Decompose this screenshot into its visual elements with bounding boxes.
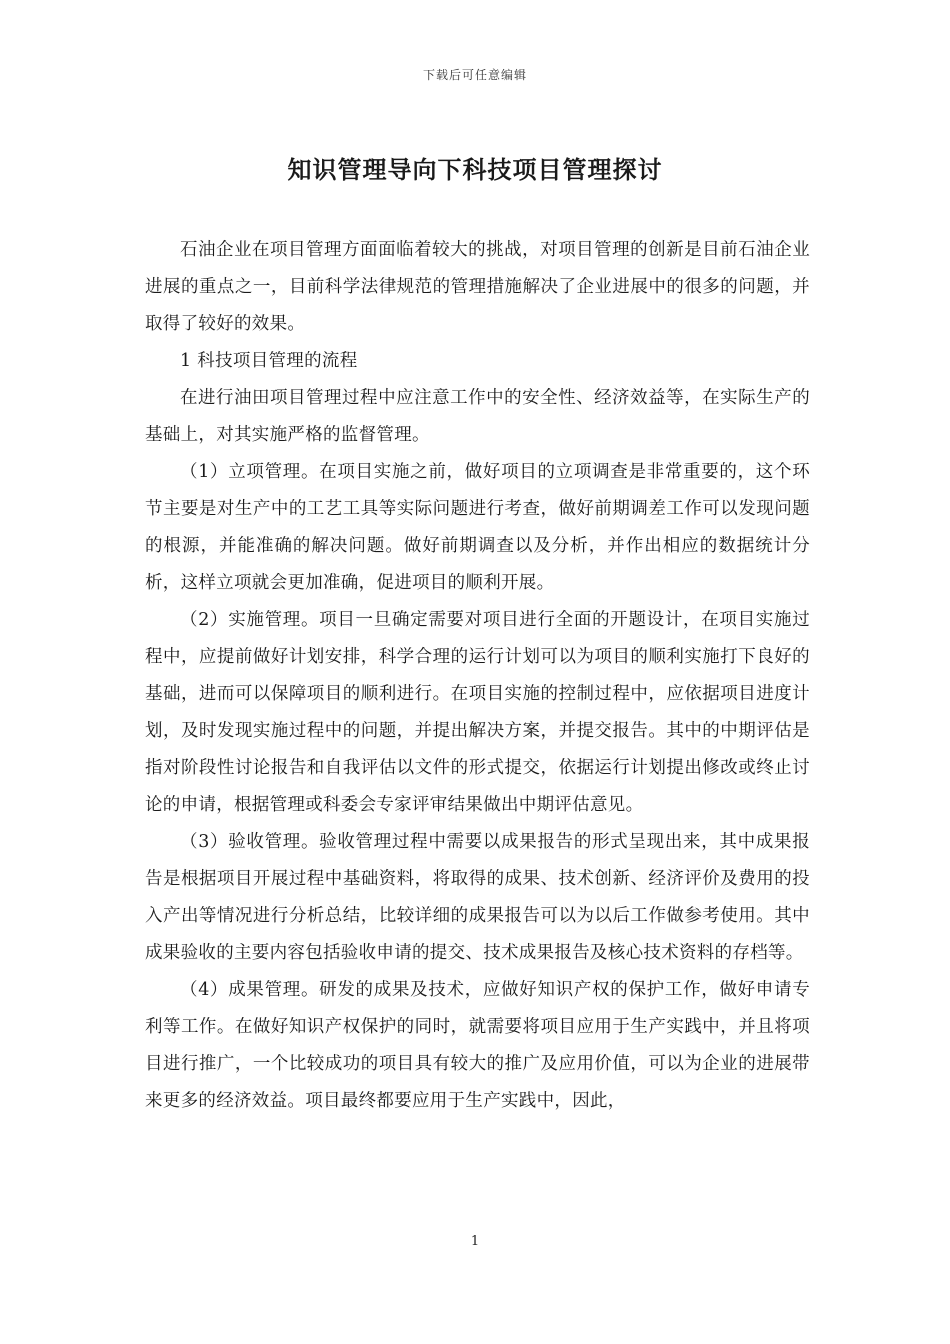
document-title: 知识管理导向下科技项目管理探讨: [287, 156, 663, 184]
paragraph-project-approval: （1）立项管理。在项目实施之前，做好项目的立项调查是非常重要的，这个环节主要是对生产中的工艺工具等实际问题进行考查，做好前期调差工作可以发现问题的根源，并能准确的解决问题。做好前期调查以及分析，并作出相应的数据统计分析，这样立项就会更加准确，促进项目的顺利开展。: [145, 462, 810, 593]
document-body: [145, 232, 810, 1120]
paragraph-implementation: （2）实施管理。项目一旦确定需要对项目进行全面的开题设计，在项目实施过程中，应提前做好计划安排，科学合理的运行计划可以为项目的顺利实施打下良好的基础，进而可以保障项目的顺利进行。在项目实施的控制过程中，应依据项目进度计划，及时发现实施过程中的问题，并提出解决方案，并提交报告。其中的中期评估是指对阶段性讨论报告和自我评估以文件的形式提交，依据运行计划提出修改或终止讨论的申请，根据管理或科委会专家评审结果做出中期评估意见。: [145, 610, 810, 815]
paragraph-results: （4）成果管理。研发的成果及技术，应做好知识产权的保护工作，做好申请专利等工作。在做好知识产权保护的同时，就需要将项目应用于生产实践中，并且将项目进行推广，一个比较成功的项目具有较大的推广及应用价值，可以为企业的进展带来更多的经济效益。项目最终都要应用于生产实践中，因此，: [145, 980, 810, 1111]
paragraph-intro: 石油企业在项目管理方面面临着较大的挑战，对项目管理的创新是目前石油企业进展的重点之一，目前科学法律规范的管理措施解决了企业进展中的很多的问题，并取得了较好的效果。: [145, 240, 810, 334]
paragraph-acceptance: （3）验收管理。验收管理过程中需要以成果报告的形式呈现出来，其中成果报告是根据项目开展过程中基础资料，将取得的成果、技术创新、经济评价及费用的投入产出等情况进行分析总结，比较详细的成果报告可以为以后工作做参考使用。其中成果验收的主要内容包括验收申请的提交、技术成果报告及核心技术资料的存档等。: [145, 832, 810, 963]
section-heading: 1 科技项目管理的流程: [180, 351, 358, 371]
paragraph-overview: 在进行油田项目管理过程中应注意工作中的安全性、经济效益等，在实际生产的基础上，对其实施严格的监督管理。: [145, 388, 810, 445]
header-note: 下载后可任意编辑: [422, 68, 527, 82]
page-number: 1: [470, 1234, 480, 1249]
